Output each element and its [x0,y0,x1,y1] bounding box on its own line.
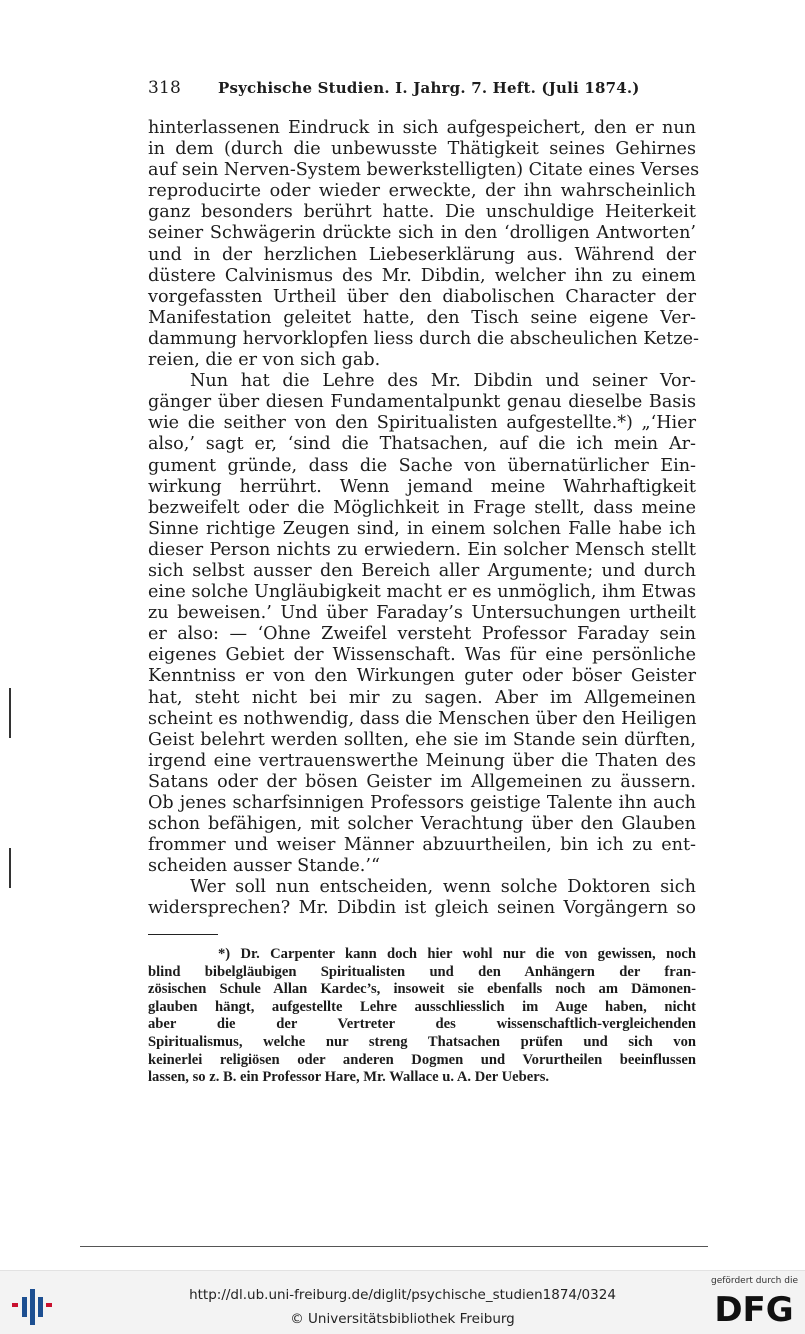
text-line: scheiden ausser Stande.’“ [148,856,380,877]
text-line: Ob jenes scharfsinnigen Professors geistige Talente ihn auch [148,793,696,813]
text-line: hinterlassenen Eindruck in sich aufgespeichert, den er nun [148,118,696,138]
text-line: er also: — ‘Ohne Zweifel versteht Professor Faraday sein [148,624,696,645]
text-line: Geist belehrt werden sollten, ehe sie im Stande sein dürften, [148,729,696,750]
text-line: Nun hat die Lehre des Mr. Dibdin und seiner Vor- [190,371,696,392]
text-line: Sinne richtige Zeugen sind, in einem solchen Falle habe ich [148,518,696,539]
text-line: seiner Schwägerin drückte sich in den ‘drolligen Antworten’ [148,223,696,244]
text-line: ganz besonders berührt hatte. Die unschuldige Heiterkeit [148,202,696,223]
footnote-line: aber die der Vertreter des wissenschaftlich-vergleichenden [148,1016,696,1033]
body-text [148,118,700,920]
footnote-line: *) Dr. Carpenter kann doch hier wohl nur die von gewissen, noch [218,946,696,962]
text-line: dieser Person nichts zu erwiedern. Ein solcher Mensch stellt [148,539,696,560]
text-line: irgend eine vertrauenswerthe Meinung über die Thaten des [148,750,696,771]
text-line: zu beweisen.’ Und über Faraday’s Untersuchungen urtheilt [148,603,696,624]
text-line: schon befähigen, mit solcher Verachtung über den Glauben [148,814,696,835]
footnote-line: lassen, so z. B. ein Professor Hare, Mr. Wallace u. A. Der Uebers. [148,1069,550,1086]
text-line: in dem (durch die unbewusste Thätigkeit seines Gehirnes [148,139,696,160]
text-line: frommer und weiser Männer abzuurtheilen, bin ich zu ent- [148,835,696,856]
text-line: reproducirte oder wieder erweckte, der ihn wahrscheinlich [148,181,696,202]
text-line: wirkung herrührt. Wenn jemand meine Wahrhaftigkeit [148,476,696,497]
footnote-line: zösischen Schule Allan Kardec’s, insoweit sie ebenfalls noch am Dämonen- [148,981,696,998]
running-header [148,78,708,104]
text-line: sich selbst ausser den Bereich aller Argumente; und durch [148,560,696,581]
text-line: auf sein Nerven-System bewerkstelligten) Citate eines Verses [148,160,700,181]
footnote [148,946,696,1087]
text-line: Wer soll nun entscheiden, wenn solche Doktoren sich [190,877,696,898]
text-line: düstere Calvinismus des Mr. Dibdin, welcher ihn zu einem [148,265,696,286]
text-line: gänger über diesen Fundamentalpunkt genau dieselbe Basis [148,392,696,413]
copyright-notice: © Universitätsbibliothek Freiburg [290,1311,515,1327]
text-line: dammung hervorklopfen liess durch die abscheulichen Ketze- [148,328,699,349]
margin-mark [9,688,11,738]
page-number: 318 [148,78,182,98]
page-bottom-rule [80,1246,708,1247]
text-line: hat, steht nicht bei mir zu sagen. Aber im Allgemeinen [148,687,696,708]
text-line: Kenntniss er von den Wirkungen guter oder böser Geister [148,666,696,687]
text-line: vorgefassten Urtheil über den diabolischen Character der [148,286,696,307]
footnote-line: Spiritualismus, welche nur streng Thatsachen prüfen und sich von [148,1033,696,1050]
text-line: gument gründe, dass die Sache von übernatürlicher Ein- [148,455,696,476]
text-line: widersprechen? Mr. Dibdin ist gleich seinen Vorgängern so [148,898,696,919]
permalink-url[interactable]: http://dl.ub.uni-freiburg.de/diglit/psychische_studien1874/0324 [189,1287,616,1303]
funding-note: gefördert durch die [711,1276,798,1286]
text-line: scheint es nothwendig, dass die Menschen über den Heiligen [148,708,697,729]
footnote-divider [148,934,218,935]
footnote-line: glauben hängt, aufgestellte Lehre ausschliesslich im Auge haben, nicht [148,998,696,1015]
text-line: also,’ sagt er, ‘sind die Thatsachen, auf die ich mein Ar- [148,434,696,455]
text-line: Manifestation geleitet hatte, den Tisch seine eigene Ver- [148,307,696,328]
footnote-line: keinerlei religiösen oder anderen Dogmen und Vorurtheilen beeinflussen [148,1051,696,1068]
text-line: reien, die er von sich gab. [148,350,381,371]
margin-mark [9,848,11,888]
footnote-line: blind bibelgläubigen Spiritualisten und den Anhängern der fran- [148,963,696,980]
text-line: bezweifelt oder die Möglichkeit in Frage stellt, dass meine [148,497,696,518]
text-line: und in der herzlichen Liebeserklärung aus. Während der [148,244,696,265]
text-line: eine solche Ungläubigkeit macht er es unmöglich, ihm Etwas [148,582,696,603]
dfg-funding [706,1276,798,1328]
text-line: Satans oder der bösen Geister im Allgemeinen zu äussern. [148,771,696,792]
text-line: wie die seither von den Spiritualisten aufgestellte.*) „‘Hier [148,413,696,434]
text-line: eigenes Gebiet der Wissenschaft. Was für eine persönliche [148,645,696,666]
dfg-logo-text: DFG [714,1290,794,1326]
dfg-logo-icon [710,1290,798,1326]
running-title: Psychische Studien. I. Jahrg. 7. Heft. (Juli 1874.) [218,79,640,97]
